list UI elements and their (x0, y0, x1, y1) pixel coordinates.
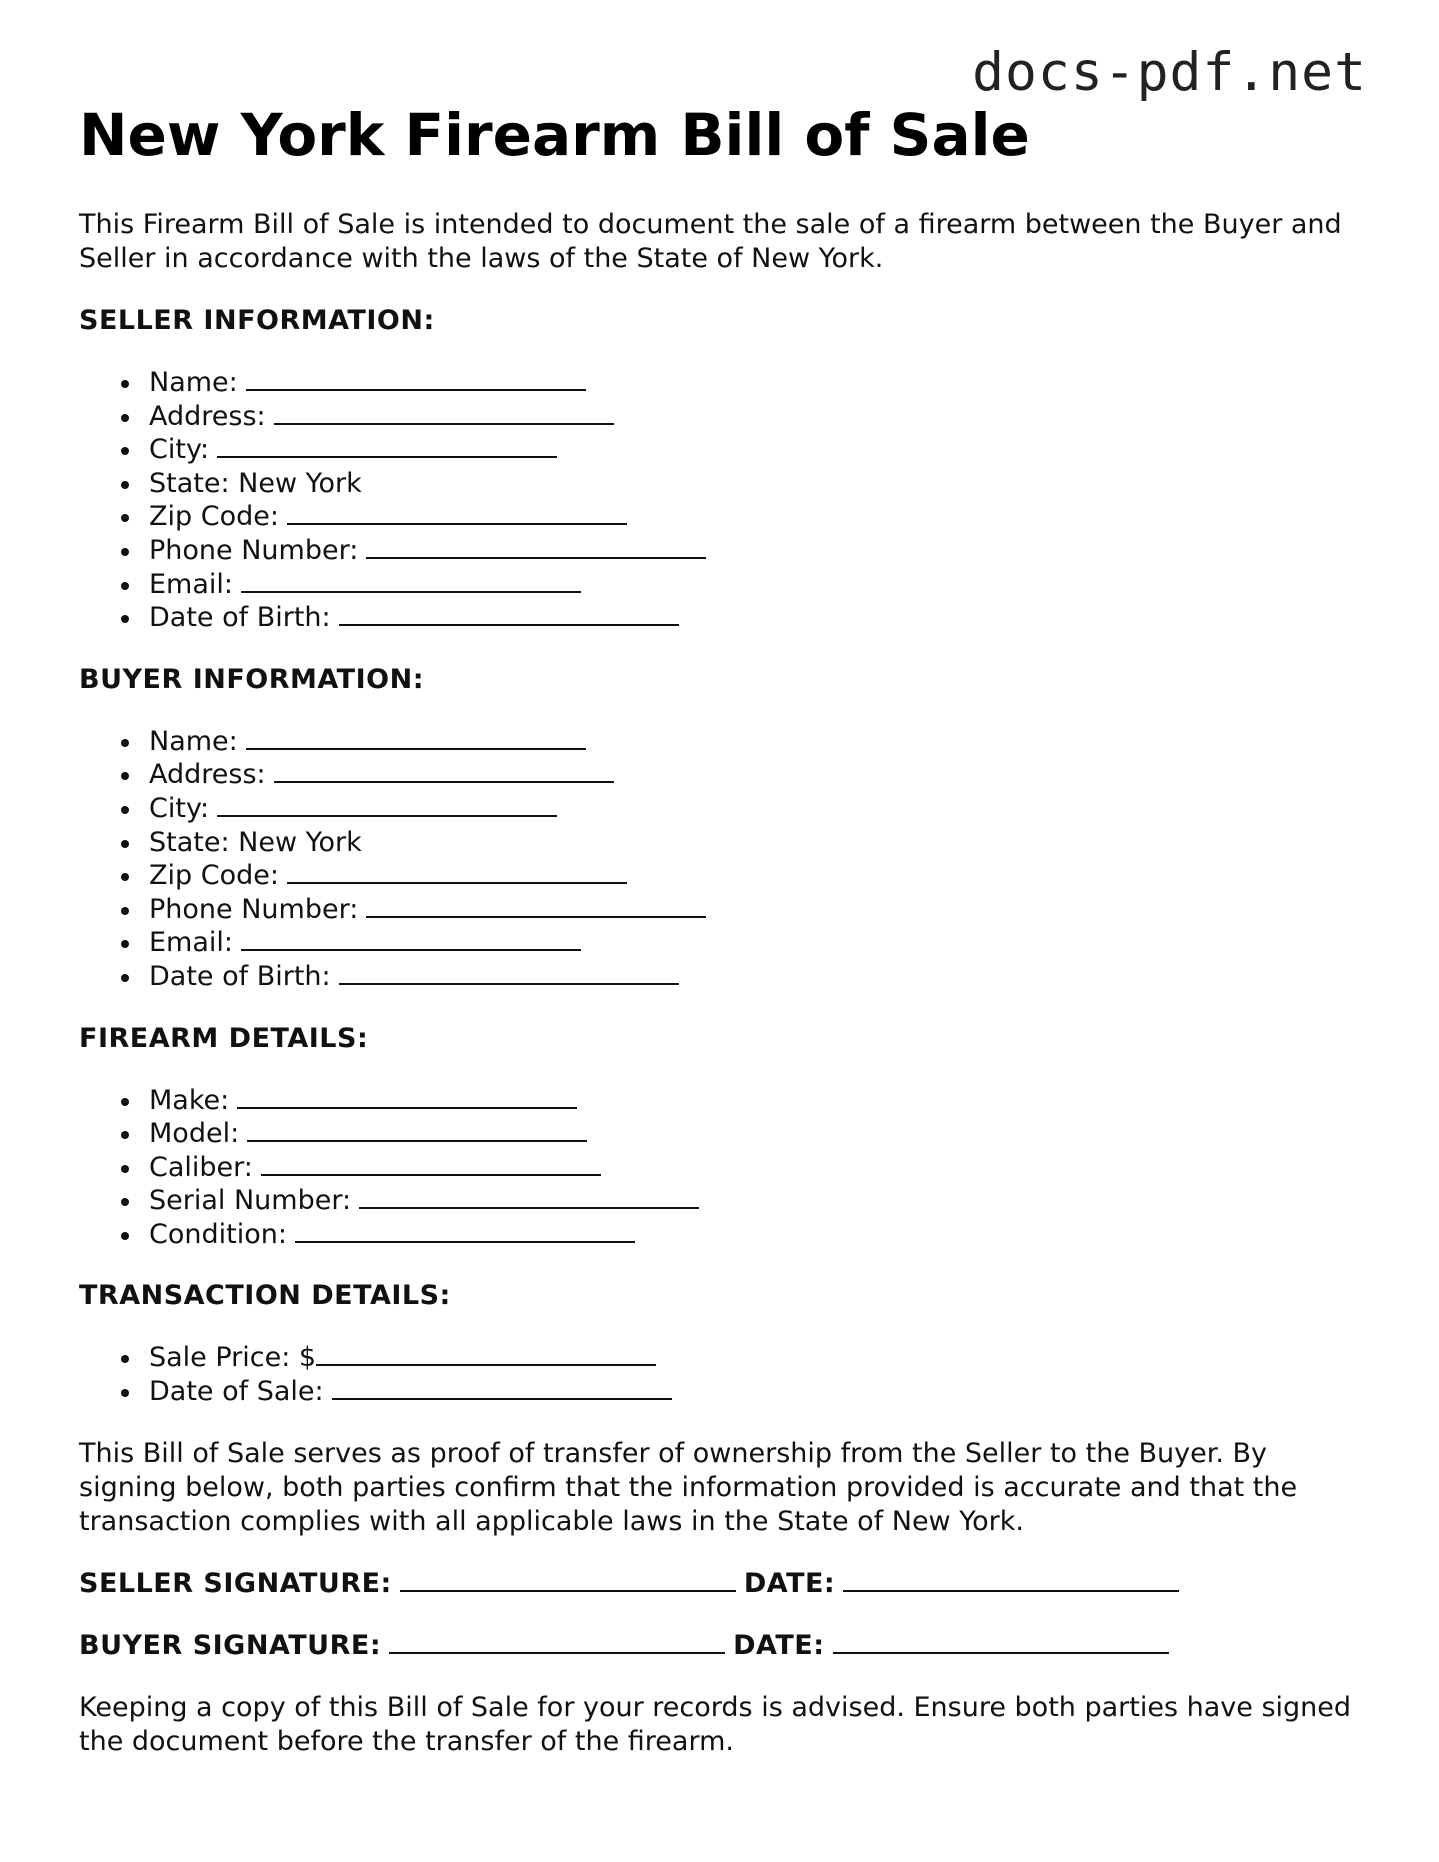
firearm-field-list (79, 1084, 1369, 1252)
firearm-section-heading: FIREARM DETAILS: (79, 1022, 369, 1054)
closing-paragraph: This Bill of Sale serves as proof of transfer of ownership from the Seller to the Buyer. By signing below, both parties confirm that the information provided is accurate and that the transaction complies with all applicable laws in the State of New York. (79, 1437, 1298, 1537)
final-note-paragraph: Keeping a copy of this Bill of Sale for your records is advised. Ensure both parties have signed the document before the transfer of the firearm. (79, 1691, 1352, 1757)
list-item (149, 1184, 1369, 1218)
document-page (79, 100, 1369, 1759)
list-item (149, 960, 1369, 994)
list-item (149, 893, 1369, 927)
buyer-city-blank[interactable] (217, 793, 557, 817)
seller-name-blank[interactable] (246, 367, 586, 391)
seller-zip-label: Zip Code: (149, 501, 279, 533)
buyer-email-blank[interactable] (241, 927, 581, 951)
list-item (149, 1341, 1369, 1375)
seller-date-blank[interactable] (843, 1568, 1179, 1592)
seller-dob-blank[interactable] (339, 602, 679, 626)
firearm-serial-blank[interactable] (359, 1185, 699, 1209)
firearm-model-blank[interactable] (247, 1118, 587, 1142)
list-item (149, 826, 1369, 860)
list-item (149, 1218, 1369, 1252)
buyer-phone-blank[interactable] (366, 894, 706, 918)
buyer-signature-blank[interactable] (389, 1630, 725, 1654)
list-item (149, 758, 1369, 792)
buyer-section-heading: BUYER INFORMATION: (79, 663, 424, 695)
buyer-signature-label: BUYER SIGNATURE: (79, 1629, 382, 1661)
list-item (149, 366, 1369, 400)
seller-field-list (79, 366, 1369, 635)
transaction-field-list (79, 1341, 1369, 1408)
seller-email-blank[interactable] (241, 569, 581, 593)
buyer-address-label: Address: (149, 759, 266, 791)
seller-phone-blank[interactable] (366, 535, 706, 559)
list-item (149, 1151, 1369, 1185)
list-item (149, 433, 1369, 467)
firearm-make-blank[interactable] (237, 1085, 577, 1109)
seller-name-label: Name: (149, 367, 238, 398)
list-item (149, 601, 1369, 635)
seller-phone-label: Phone Number: (149, 534, 359, 566)
sale-date-label: Date of Sale: (149, 1376, 324, 1408)
list-item (149, 400, 1369, 434)
intro-paragraph: This Firearm Bill of Sale is intended to document the sale of a firearm between the Buyer and Seller in accordance with the laws of the State of New York. (79, 209, 1342, 274)
list-item (149, 568, 1369, 602)
list-item (149, 1084, 1369, 1118)
buyer-address-blank[interactable] (274, 759, 614, 783)
seller-address-label: Address: (149, 400, 266, 432)
seller-signature-label: SELLER SIGNATURE: (79, 1567, 392, 1599)
seller-email-label: Email: (149, 568, 234, 600)
list-item (149, 725, 1369, 759)
seller-signature-blank[interactable] (400, 1568, 736, 1592)
seller-dob-label: Date of Birth: (149, 602, 331, 634)
buyer-zip-blank[interactable] (287, 860, 627, 884)
transaction-section-heading: TRANSACTION DETAILS: (79, 1280, 451, 1312)
buyer-name-blank[interactable] (246, 726, 586, 750)
seller-date-label: DATE: (743, 1567, 836, 1599)
seller-zip-blank[interactable] (287, 501, 627, 525)
buyer-state-text: State: New York (149, 826, 362, 858)
buyer-date-blank[interactable] (833, 1630, 1169, 1654)
buyer-phone-label: Phone Number: (149, 893, 359, 925)
sale-date-blank[interactable] (332, 1376, 672, 1400)
sale-price-blank[interactable] (316, 1342, 656, 1366)
seller-address-blank[interactable] (274, 401, 614, 425)
firearm-serial-label: Serial Number: (149, 1185, 352, 1217)
firearm-caliber-label: Caliber: (149, 1151, 253, 1183)
list-item (149, 467, 1369, 501)
list-item (149, 1375, 1369, 1409)
buyer-date-label: DATE: (733, 1629, 825, 1661)
firearm-condition-label: Condition: (149, 1218, 287, 1250)
firearm-make-label: Make: (149, 1084, 230, 1116)
firearm-condition-blank[interactable] (295, 1219, 635, 1243)
document-title: New York Firearm Bill of Sale (79, 101, 1030, 169)
firearm-caliber-blank[interactable] (261, 1152, 601, 1176)
list-item (149, 1117, 1369, 1151)
buyer-dob-blank[interactable] (339, 961, 679, 985)
watermark: docs-pdf.net (972, 42, 1367, 103)
buyer-name-label: Name: (149, 725, 238, 757)
list-item (149, 926, 1369, 960)
buyer-dob-label: Date of Birth: (149, 960, 331, 992)
buyer-zip-label: Zip Code: (149, 860, 279, 892)
seller-signature-row (79, 1567, 1369, 1601)
list-item (149, 500, 1369, 534)
seller-state-text: State: New York (149, 467, 362, 499)
buyer-email-label: Email: (149, 927, 234, 959)
list-item (149, 534, 1369, 568)
seller-city-blank[interactable] (217, 434, 557, 458)
buyer-field-list (79, 725, 1369, 994)
list-item (149, 859, 1369, 893)
buyer-signature-row (79, 1629, 1369, 1663)
buyer-city-label: City: (149, 792, 210, 824)
sale-price-label: Sale Price: $ (149, 1342, 317, 1374)
seller-city-label: City: (149, 434, 210, 466)
list-item (149, 792, 1369, 826)
firearm-model-label: Model: (149, 1118, 240, 1150)
seller-section-heading: SELLER INFORMATION: (79, 305, 435, 336)
